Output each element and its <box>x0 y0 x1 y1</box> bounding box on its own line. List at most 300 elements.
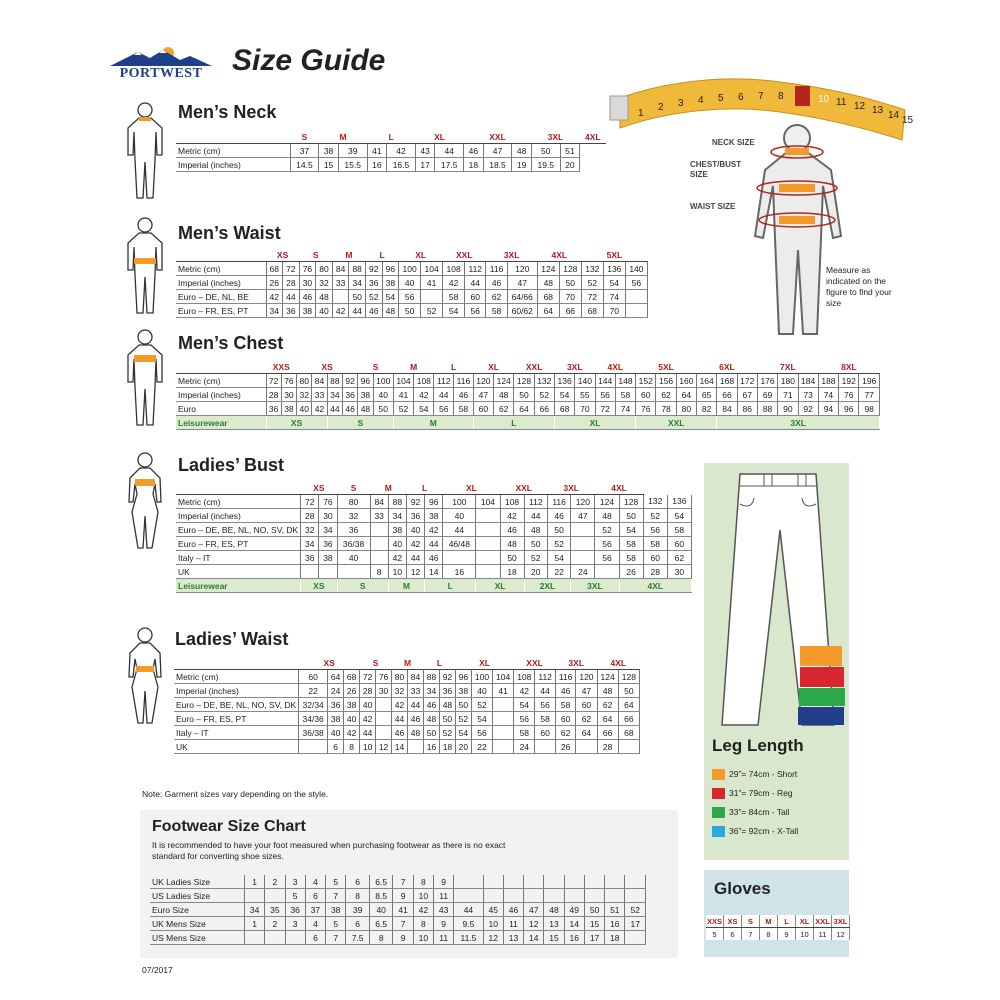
table-cell: 156 <box>656 374 676 388</box>
table-cell: 172 <box>737 374 757 388</box>
table-cell: XXL <box>443 248 486 262</box>
table-cell: 120 <box>576 670 597 684</box>
table-cell: 38 <box>319 144 338 158</box>
table-cell: 46 <box>464 144 483 158</box>
row-label: Euro – DE, BE, NL, NO, SV, DK <box>174 698 299 712</box>
table-cell: 45 <box>483 903 503 917</box>
table-cell: 44 <box>392 712 408 726</box>
leisurewear-row <box>176 579 692 593</box>
table-cell <box>493 712 514 726</box>
table-cell: 52 <box>471 698 492 712</box>
table-cell: 58 <box>667 523 691 537</box>
table-cell: 36/38 <box>299 726 328 740</box>
table-cell: 50 <box>373 402 393 416</box>
table-cell: 7XL <box>757 360 818 374</box>
table-cell: 12 <box>483 931 503 945</box>
table-cell: 82 <box>697 402 717 416</box>
table-cell: L <box>367 130 415 144</box>
table-cell: L <box>473 416 554 430</box>
table-row <box>176 276 648 290</box>
table-cell: 46/48 <box>443 537 476 551</box>
table-cell: 10 <box>796 928 814 941</box>
table-cell: 136 <box>603 262 625 276</box>
table-cell: 55 <box>575 388 595 402</box>
table-cell: 6 <box>724 928 742 941</box>
table-cell: 14 <box>425 565 443 579</box>
table-cell: 56 <box>399 290 421 304</box>
table-cell: M <box>393 360 434 374</box>
table-cell <box>493 698 514 712</box>
table-cell: 4XL <box>595 481 643 495</box>
table-cell: 18 <box>464 158 483 172</box>
table-cell: 54 <box>619 523 643 537</box>
table-row <box>174 698 640 712</box>
tape-number: 6 <box>738 92 744 103</box>
row-label: Leisurewear <box>176 416 266 430</box>
table-cell: 80 <box>676 402 696 416</box>
portwest-logo <box>108 46 214 81</box>
table-cell: 88 <box>757 402 777 416</box>
table-cell: L <box>425 579 476 593</box>
table-cell: 8 <box>413 875 433 889</box>
table-cell: 19 <box>512 158 531 172</box>
table-cell: 128 <box>618 670 639 684</box>
table-cell: 74 <box>615 402 635 416</box>
table-cell: 36/38 <box>337 537 370 551</box>
table-row <box>174 740 640 754</box>
table-cell: 54 <box>382 290 399 304</box>
table-cell: S <box>337 481 370 495</box>
table-cell: 68 <box>344 670 360 684</box>
table-row <box>176 144 606 158</box>
table-cell: 46 <box>365 304 382 318</box>
table-cell: 9 <box>393 889 413 903</box>
table-cell: 9 <box>393 931 413 945</box>
table-cell: 7 <box>393 875 413 889</box>
table-cell <box>299 740 328 754</box>
table-row <box>176 402 880 416</box>
table-cell <box>245 931 265 945</box>
table-cell: 80 <box>297 374 312 388</box>
leg-item-short: 29”= 74cm - Short <box>712 769 797 780</box>
row-label <box>176 481 301 495</box>
table-cell: 39 <box>338 144 367 158</box>
table-row <box>174 712 640 726</box>
table-cell: 44 <box>425 537 443 551</box>
table-cell: 140 <box>625 262 647 276</box>
table-cell <box>625 875 646 889</box>
table-cell: 8 <box>760 928 778 941</box>
table-cell: 7 <box>326 931 346 945</box>
row-label: Italy – IT <box>174 726 299 740</box>
table-cell: 50 <box>349 290 366 304</box>
table-cell: 54 <box>414 402 434 416</box>
table-cell: 188 <box>818 374 838 388</box>
table-cell: 42 <box>387 144 416 158</box>
ladies-waist-table <box>174 656 640 754</box>
table-cell: 32 <box>297 388 312 402</box>
table-cell: 20 <box>455 740 471 754</box>
table-cell: 34 <box>266 304 283 318</box>
table-cell: 6 <box>305 931 325 945</box>
table-cell: 52 <box>524 551 547 565</box>
table-cell: 12 <box>406 565 424 579</box>
table-cell: 58 <box>454 402 474 416</box>
table-cell: 4XL <box>580 130 606 144</box>
mens-waist-title: Men’s Waist <box>178 223 281 243</box>
size-header-row <box>176 360 880 374</box>
row-label: Imperial (inches) <box>176 388 266 402</box>
table-cell: 58 <box>619 537 643 551</box>
table-cell: 42 <box>392 698 408 712</box>
table-cell: 120 <box>507 262 537 276</box>
table-cell: 2XL <box>524 579 571 593</box>
table-cell: 8 <box>370 565 388 579</box>
table-cell: 60 <box>643 551 667 565</box>
table-cell: 40 <box>344 712 360 726</box>
table-cell: 15 <box>319 158 338 172</box>
table-cell: 54 <box>603 276 625 290</box>
table-row <box>174 684 640 698</box>
table-cell: 52 <box>625 903 646 917</box>
table-cell: 92 <box>798 402 818 416</box>
table-cell: 44 <box>349 304 366 318</box>
table-cell: 20 <box>524 565 547 579</box>
table-cell: 116 <box>454 374 474 388</box>
table-cell: XL <box>455 656 513 670</box>
table-cell: 60 <box>576 698 597 712</box>
table-cell: 56 <box>595 388 615 402</box>
table-cell: 44 <box>535 684 555 698</box>
table-cell: 47 <box>473 388 493 402</box>
table-cell <box>370 523 388 537</box>
row-label: UK <box>176 565 301 579</box>
row-label <box>176 248 266 262</box>
table-cell: XL <box>476 579 524 593</box>
table-cell: 46 <box>486 276 507 290</box>
table-cell: 41 <box>393 903 413 917</box>
tape-number: 1 <box>638 108 644 119</box>
table-cell: 40 <box>373 388 393 402</box>
table-cell: 84 <box>408 670 424 684</box>
swatch-icon <box>712 769 725 780</box>
table-cell: L <box>406 481 442 495</box>
table-cell: XXL <box>514 656 556 670</box>
table-cell <box>605 875 625 889</box>
neck-size-label: NECK SIZE <box>712 138 755 147</box>
table-cell <box>285 931 305 945</box>
table-cell: 13 <box>544 917 564 931</box>
table-cell: 80 <box>337 495 370 509</box>
leg-length-title: Leg Length <box>712 736 804 755</box>
table-cell: 52 <box>393 402 413 416</box>
table-cell: 96 <box>382 262 399 276</box>
garment-note: Note: Garment sizes vary depending on the style. <box>142 789 329 799</box>
table-cell: 90 <box>778 402 798 416</box>
table-cell: XS <box>266 416 327 430</box>
table-cell: 50 <box>618 684 639 698</box>
gloves-size-row <box>706 915 850 928</box>
row-label: Metric (cm) <box>176 495 301 509</box>
table-cell: 62 <box>656 388 676 402</box>
table-cell: 5XL <box>581 248 647 262</box>
table-cell: 72 <box>581 290 603 304</box>
table-cell: 50 <box>559 276 581 290</box>
table-cell: 92 <box>439 670 455 684</box>
table-cell: 124 <box>494 374 514 388</box>
table-cell: 60 <box>636 388 656 402</box>
table-cell: 44 <box>524 509 547 523</box>
table-cell: 36 <box>328 698 344 712</box>
table-cell: 124 <box>597 670 618 684</box>
table-cell: 1 <box>245 875 265 889</box>
row-label: Metric (cm) <box>176 374 266 388</box>
table-cell: 44 <box>283 290 300 304</box>
table-cell: XXL <box>514 360 555 374</box>
table-cell: 7 <box>326 889 346 903</box>
table-cell <box>618 740 639 754</box>
table-cell: 72 <box>595 402 615 416</box>
table-cell: 54 <box>443 304 465 318</box>
table-cell: 66 <box>559 304 581 318</box>
leg-item-tall: 33”= 84cm - Tall <box>712 807 790 818</box>
table-cell: XL <box>796 915 814 928</box>
table-cell: 46 <box>503 903 523 917</box>
table-cell: 76 <box>319 495 337 509</box>
table-cell <box>376 712 392 726</box>
table-cell: S <box>358 360 394 374</box>
table-cell: 40 <box>406 523 424 537</box>
table-cell <box>524 889 544 903</box>
table-row <box>176 495 692 509</box>
table-cell: 50 <box>547 523 570 537</box>
table-cell: 64 <box>537 304 559 318</box>
table-cell: M <box>393 416 473 430</box>
ladies-waist-title: Ladies’ Waist <box>175 629 289 649</box>
table-cell: 52 <box>581 276 603 290</box>
table-cell: 11 <box>503 917 523 931</box>
table-cell: 104 <box>393 374 413 388</box>
table-cell: 46 <box>555 684 575 698</box>
table-cell: 4XL <box>595 360 636 374</box>
table-cell: L <box>423 656 455 670</box>
table-cell: 47 <box>483 144 512 158</box>
table-cell: 22 <box>547 565 570 579</box>
table-cell: 38 <box>326 903 346 917</box>
table-cell: 120 <box>473 374 493 388</box>
table-cell: 70 <box>559 290 581 304</box>
table-cell: 6XL <box>697 360 758 374</box>
table-cell: XXS <box>266 360 297 374</box>
table-cell: 96 <box>839 402 859 416</box>
table-cell: 26 <box>344 684 360 698</box>
table-row <box>176 262 648 276</box>
table-cell <box>576 740 597 754</box>
table-cell: 42 <box>312 402 327 416</box>
table-cell <box>544 889 564 903</box>
table-cell: 14 <box>524 931 544 945</box>
table-cell: 46 <box>500 523 524 537</box>
table-cell: 36 <box>283 304 300 318</box>
table-cell: 68 <box>581 304 603 318</box>
row-label <box>174 656 299 670</box>
table-cell: 16 <box>367 158 386 172</box>
table-cell: 6 <box>346 875 370 889</box>
ladies-bust-figure-icon <box>122 450 168 550</box>
table-cell: 5 <box>326 917 346 931</box>
table-cell: 132 <box>534 374 554 388</box>
table-cell: 48 <box>500 537 524 551</box>
tape-number: 13 <box>872 105 884 116</box>
table-cell: 168 <box>717 374 737 388</box>
table-cell: 54 <box>547 551 570 565</box>
table-cell: 132 <box>643 495 667 509</box>
table-cell: XXS <box>706 916 722 926</box>
row-label: Metric (cm) <box>176 144 290 158</box>
table-cell: XS <box>299 656 360 670</box>
table-cell: 38 <box>344 698 360 712</box>
table-cell: 64 <box>597 712 618 726</box>
table-cell: 77 <box>859 388 880 402</box>
table-cell: 30 <box>319 509 337 523</box>
table-row <box>174 670 640 684</box>
table-cell: L <box>434 360 473 374</box>
table-cell: 92 <box>365 262 382 276</box>
table-cell: 40 <box>297 402 312 416</box>
table-cell: 56 <box>535 698 555 712</box>
table-cell: 5 <box>285 889 305 903</box>
table-cell: 16.5 <box>387 158 416 172</box>
table-cell <box>476 537 500 551</box>
table-row <box>150 903 646 917</box>
table-cell: 12 <box>832 928 850 941</box>
table-cell: 47 <box>576 684 597 698</box>
row-label: Euro <box>176 402 266 416</box>
table-cell: 104 <box>493 670 514 684</box>
table-cell: 3XL <box>717 416 880 430</box>
table-cell: 42 <box>443 276 465 290</box>
table-cell: 108 <box>514 670 535 684</box>
table-cell: 48 <box>524 523 547 537</box>
table-cell: 43 <box>415 144 434 158</box>
table-row <box>176 388 880 402</box>
measure-note: Measure as indicated on the figure to find your size <box>826 265 892 308</box>
table-cell: 84 <box>312 374 327 388</box>
table-cell <box>571 537 595 551</box>
table-cell: 46 <box>408 712 424 726</box>
table-cell <box>370 537 388 551</box>
table-cell: M <box>332 248 365 262</box>
table-cell: 3XL <box>555 656 597 670</box>
table-cell: 3XL <box>531 130 579 144</box>
table-cell: 11.5 <box>454 931 483 945</box>
table-cell <box>370 551 388 565</box>
table-cell: 124 <box>595 495 619 509</box>
table-cell <box>493 740 514 754</box>
row-label: Euro – FR, ES, PT <box>176 304 266 318</box>
table-cell: 36 <box>285 903 305 917</box>
table-cell: 60 <box>473 402 493 416</box>
table-cell: 13 <box>503 931 523 945</box>
table-cell: 38 <box>455 684 471 698</box>
table-cell: 22 <box>299 684 328 698</box>
table-cell: 112 <box>434 374 454 388</box>
table-cell <box>454 889 483 903</box>
table-cell: 68 <box>554 402 574 416</box>
table-cell: 76 <box>636 402 656 416</box>
table-cell: 34/36 <box>299 712 328 726</box>
brand-name: PORTWEST <box>119 66 203 81</box>
table-cell: S <box>299 248 332 262</box>
table-cell <box>421 290 443 304</box>
table-cell <box>524 875 544 889</box>
row-label: UK Ladies Size <box>150 875 245 889</box>
table-cell: 11 <box>814 928 832 941</box>
table-cell: 67 <box>737 388 757 402</box>
table-cell: 50 <box>399 304 421 318</box>
table-cell: 6 <box>305 889 325 903</box>
mens-neck-figure-icon <box>122 100 168 200</box>
table-cell: XS <box>301 481 337 495</box>
table-cell <box>503 889 523 903</box>
size-header-row <box>176 248 648 262</box>
table-cell <box>408 740 424 754</box>
size-header-row <box>176 481 692 495</box>
table-cell: 152 <box>636 374 656 388</box>
table-cell: 10 <box>413 889 433 903</box>
table-cell: 50 <box>455 698 471 712</box>
table-cell: 5XL <box>636 360 697 374</box>
table-cell: 56 <box>595 551 619 565</box>
table-cell: 64 <box>328 670 344 684</box>
table-cell: 40 <box>369 903 393 917</box>
table-cell: 48 <box>382 304 399 318</box>
table-cell: 66 <box>717 388 737 402</box>
gloves-table <box>706 915 850 940</box>
table-cell: 40 <box>471 684 492 698</box>
table-cell <box>571 551 595 565</box>
table-cell: 52 <box>455 712 471 726</box>
table-cell: 32 <box>337 509 370 523</box>
table-cell: 88 <box>327 374 342 388</box>
ladies-bust-title: Ladies’ Bust <box>178 455 285 475</box>
table-cell: 10 <box>388 565 406 579</box>
table-cell: 9.5 <box>454 917 483 931</box>
table-cell: 4XL <box>597 656 639 670</box>
table-cell: 33 <box>312 388 327 402</box>
table-cell: 40 <box>360 698 376 712</box>
table-cell: 50 <box>524 537 547 551</box>
table-cell: 8XL <box>818 360 879 374</box>
table-cell: 52 <box>534 388 554 402</box>
table-cell: 6.5 <box>369 917 393 931</box>
page-title: Size Guide <box>232 44 386 77</box>
table-cell: 24 <box>328 684 344 698</box>
table-cell: 144 <box>595 374 615 388</box>
table-cell: 112 <box>465 262 486 276</box>
table-cell: 56 <box>643 523 667 537</box>
table-cell: 48 <box>494 388 514 402</box>
table-row <box>176 551 692 565</box>
table-cell: 48 <box>439 698 455 712</box>
table-cell: 100 <box>471 670 492 684</box>
table-cell: 30 <box>281 388 296 402</box>
table-cell: 40 <box>399 276 421 290</box>
row-label: Euro – FR, ES, PT <box>174 712 299 726</box>
table-cell: 68 <box>266 262 283 276</box>
table-cell: 40 <box>316 304 333 318</box>
table-cell: 3 <box>285 875 305 889</box>
